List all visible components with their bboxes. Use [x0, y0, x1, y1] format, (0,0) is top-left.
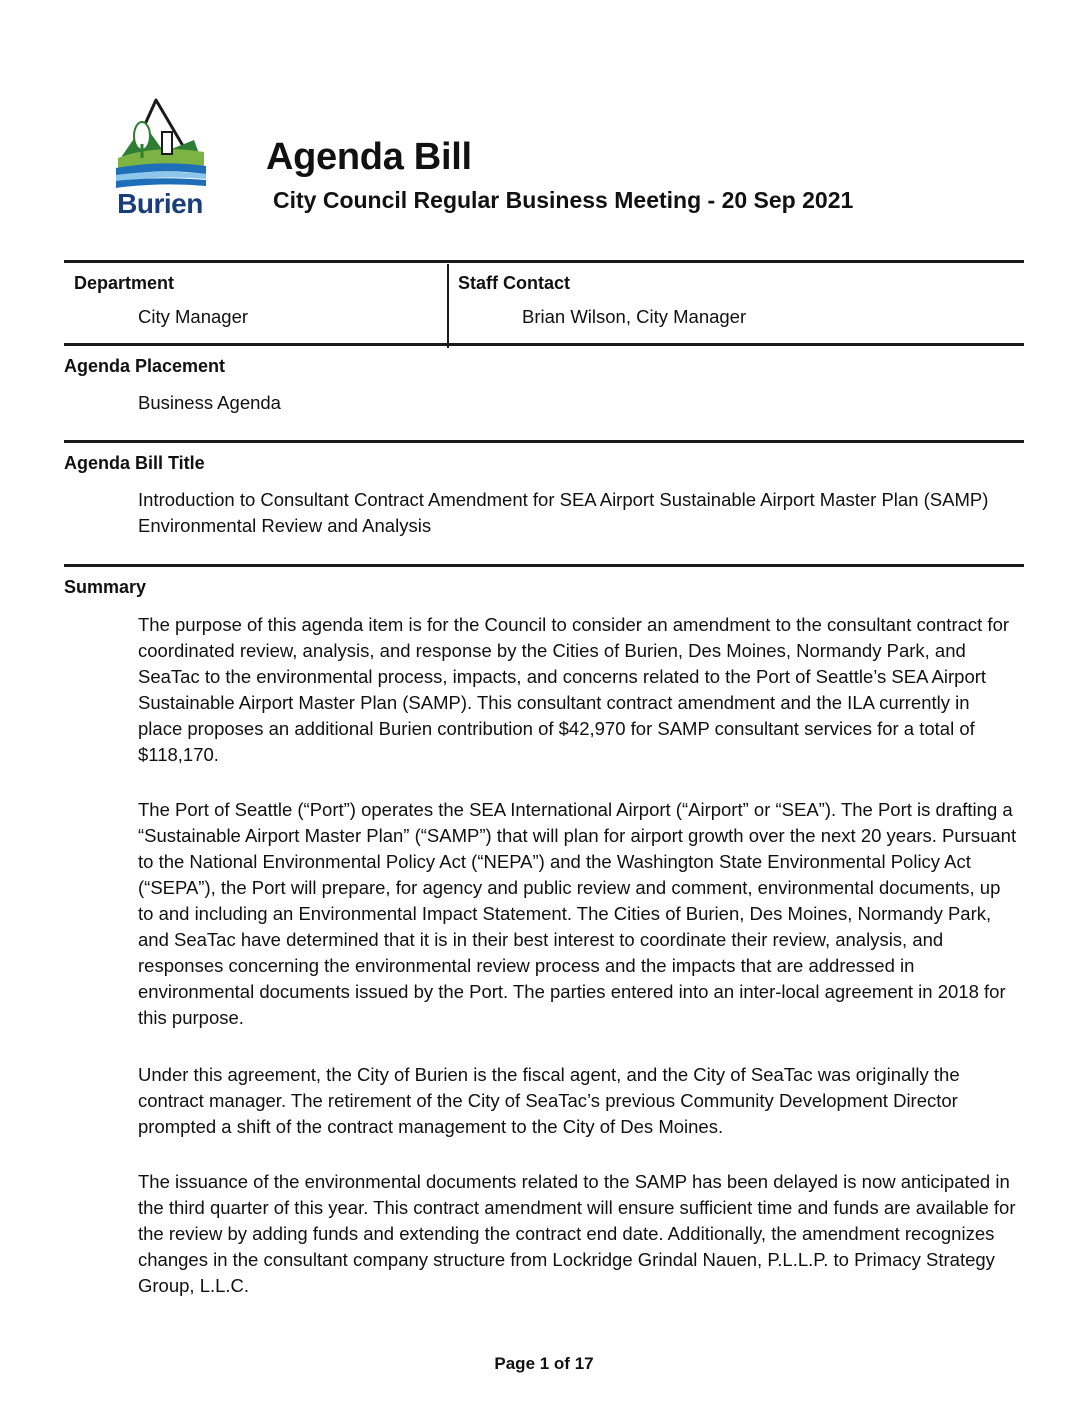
logo-wordmark: Burien: [117, 188, 203, 219]
divider-top: [64, 260, 1024, 263]
divider-placement: [64, 440, 1024, 443]
burien-logo-mark: [104, 96, 216, 192]
divider-title: [64, 564, 1024, 567]
agenda-placement-value: Business Agenda: [138, 392, 281, 413]
summary-paragraph-3: Under this agreement, the City of Burien is the fiscal agent, and the City of SeaTac was originally the contract manager. The retirement of the City of SeaTac’s previous Community Development Director prompted a shift of the contract management to the City of Des Moines.: [138, 1064, 960, 1137]
staff-contact-label: Staff Contact: [458, 273, 570, 293]
meeting-subtitle: City Council Regular Business Meeting - 20 Sep 2021: [273, 187, 854, 213]
burien-logo: [104, 96, 216, 222]
page-number: Page 1 of 17: [494, 1354, 594, 1373]
summary-paragraph-2: The Port of Seattle (“Port”) operates the SEA International Airport (“Airport” or “SEA”). The Port is drafting a “Sustainable Airport Master Plan” (“SAMP”) that will plan for airport growth over the next 20 years. Pursuant to the National Environmental Policy Act (“NEPA”) and the Washington State Environmental Policy Act (“SEPA”), the Port will prepare, for agency and public review and comment, environmental documents, up to and including an Environmental Impact Statement. The Cities of Burien, Des Moines, Normandy Park, and SeaTac have determined that it is in their best interest to coordinate their review, analysis, and responses concerning the environmental review process and the impacts that are addressed in environmental documents issued by the Port. The parties entered into an inter-local agreement in 2018 for this purpose.: [138, 799, 1017, 1028]
agenda-bill-title-value: Introduction to Consultant Contract Amendment for SEA Airport Sustainable Airport Master Plan (SAMP) Environmental Review and Analysis: [138, 489, 989, 536]
page-title: Agenda Bill: [266, 136, 472, 178]
agenda-bill-title-label: Agenda Bill Title: [64, 453, 205, 473]
agenda-placement-label: Agenda Placement: [64, 356, 226, 376]
department-value: City Manager: [138, 306, 249, 327]
summary-label: Summary: [64, 577, 147, 597]
summary-paragraph-1: The purpose of this agenda item is for the Council to consider an amendment to the consultant contract for coordinated review, analysis, and response by the Cities of Burien, Des Moines, Normandy Park, and SeaTac to the environmental process, impacts, and concerns related to the Port of Seattle’s SEA Airport Sustainable Airport Master Plan (SAMP). This consultant contract amendment and the ILA currently in place proposes an additional Burien contribution of $42,970 for SAMP consultant services for a total of $118,170.: [138, 614, 1010, 765]
summary-paragraph-4: The issuance of the environmental documents related to the SAMP has been delayed is now anticipated in the third quarter of this year. This contract amendment will ensure sufficient time and funds are available for the review by adding funds and extending the contract end date. Additionally, the amendment recognizes changes in the consultant company structure from Lockridge Grindal Nauen, P.L.L.P. to Primacy Strategy Group, L.L.C.: [138, 1171, 1016, 1296]
column-divider: [447, 264, 449, 348]
divider-department: [64, 343, 1024, 346]
staff-contact-value: Brian Wilson, City Manager: [522, 306, 747, 327]
department-label: Department: [74, 273, 175, 293]
